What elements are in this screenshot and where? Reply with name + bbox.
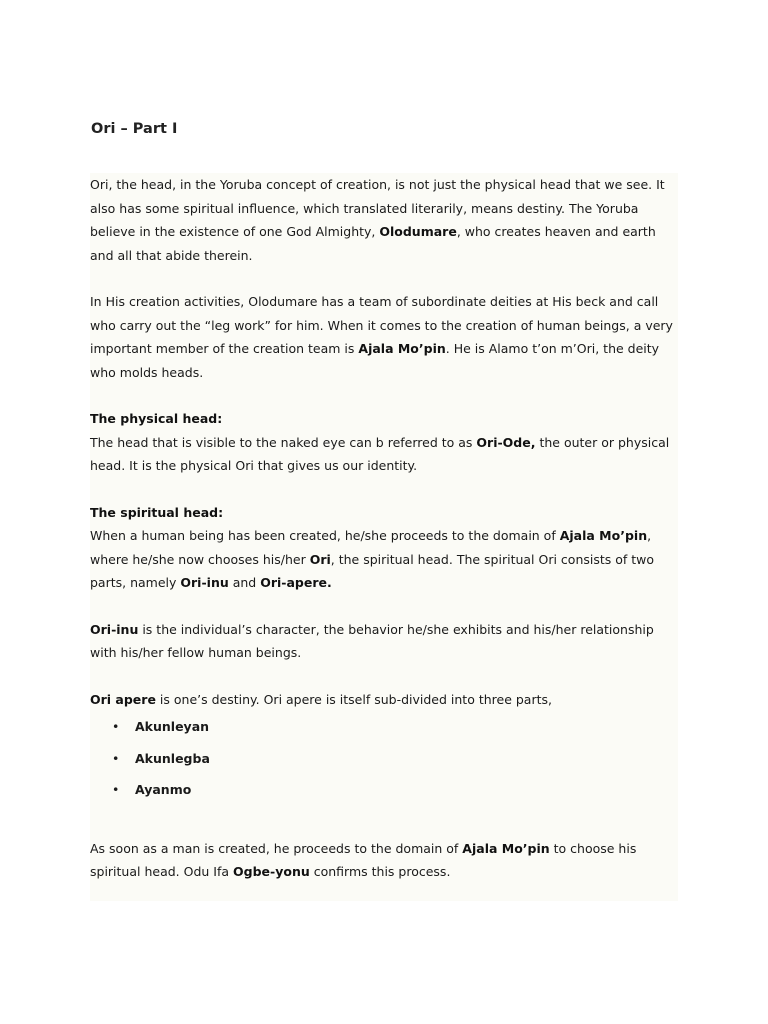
bullet-icon: • [112, 782, 120, 797]
spiritual-head-paragraph: When a human being has been created, he/she proceeds to the domain of Ajala Mo’pin, where he/she now chooses his/her Ori, the spiritual head. The spiritual Ori consists of two parts, namely Ori-inu and Ori-apere. [90, 528, 655, 590]
article-body [90, 173, 678, 901]
closing-paragraph: As soon as a man is created, he proceeds to the domain of Ajala Mo’pin to choose his spiritual head. Odu Ifa Ogbe-yonu confirms this process. [90, 840, 637, 879]
physical-head-paragraph: The head that is visible to the naked eye can b referred to as Ori-Ode, the outer or physical head. It is the physical Ori that gives us our identity. [90, 434, 670, 473]
list-item: • Akunleyan [90, 711, 678, 743]
intro-paragraph: Ori, the head, in the Yoruba concept of creation, is not just the physical head that we see. It also has some spiritual influence, which translated literarily, means destiny. The Yoruba believe in the existence of one God Almighty, Olodumare, who creates heaven and earth and all that abide therein. [90, 177, 665, 263]
page-title: Ori – Part I [91, 121, 178, 137]
ori-inu-paragraph: Ori-inu is the individual’s character, the behavior he/she exhibits and his/her relationship with his/her fellow human beings. [90, 621, 654, 660]
physical-head-heading: The physical head: [90, 411, 223, 426]
creation-paragraph: In His creation activities, Olodumare has a team of subordinate deities at His beck and call who carry out the “leg work” for him. When it comes to the creation of human beings, a very important member of the creation team is Ajala Mo’pin. He is Alamo t’on m’Ori, the deity who molds heads. [90, 294, 673, 380]
bullet-icon: • [112, 719, 120, 734]
list-item: • Ayanmo [90, 774, 678, 806]
ori-apere-paragraph: Ori apere is one’s destiny. Ori apere is itself sub-divided into three parts, [90, 691, 552, 707]
spiritual-head-heading: The spiritual head: [90, 504, 224, 520]
bullet-icon: • [112, 750, 120, 766]
list-item: • Akunlegba [90, 743, 678, 775]
destiny-parts-list [90, 711, 678, 806]
